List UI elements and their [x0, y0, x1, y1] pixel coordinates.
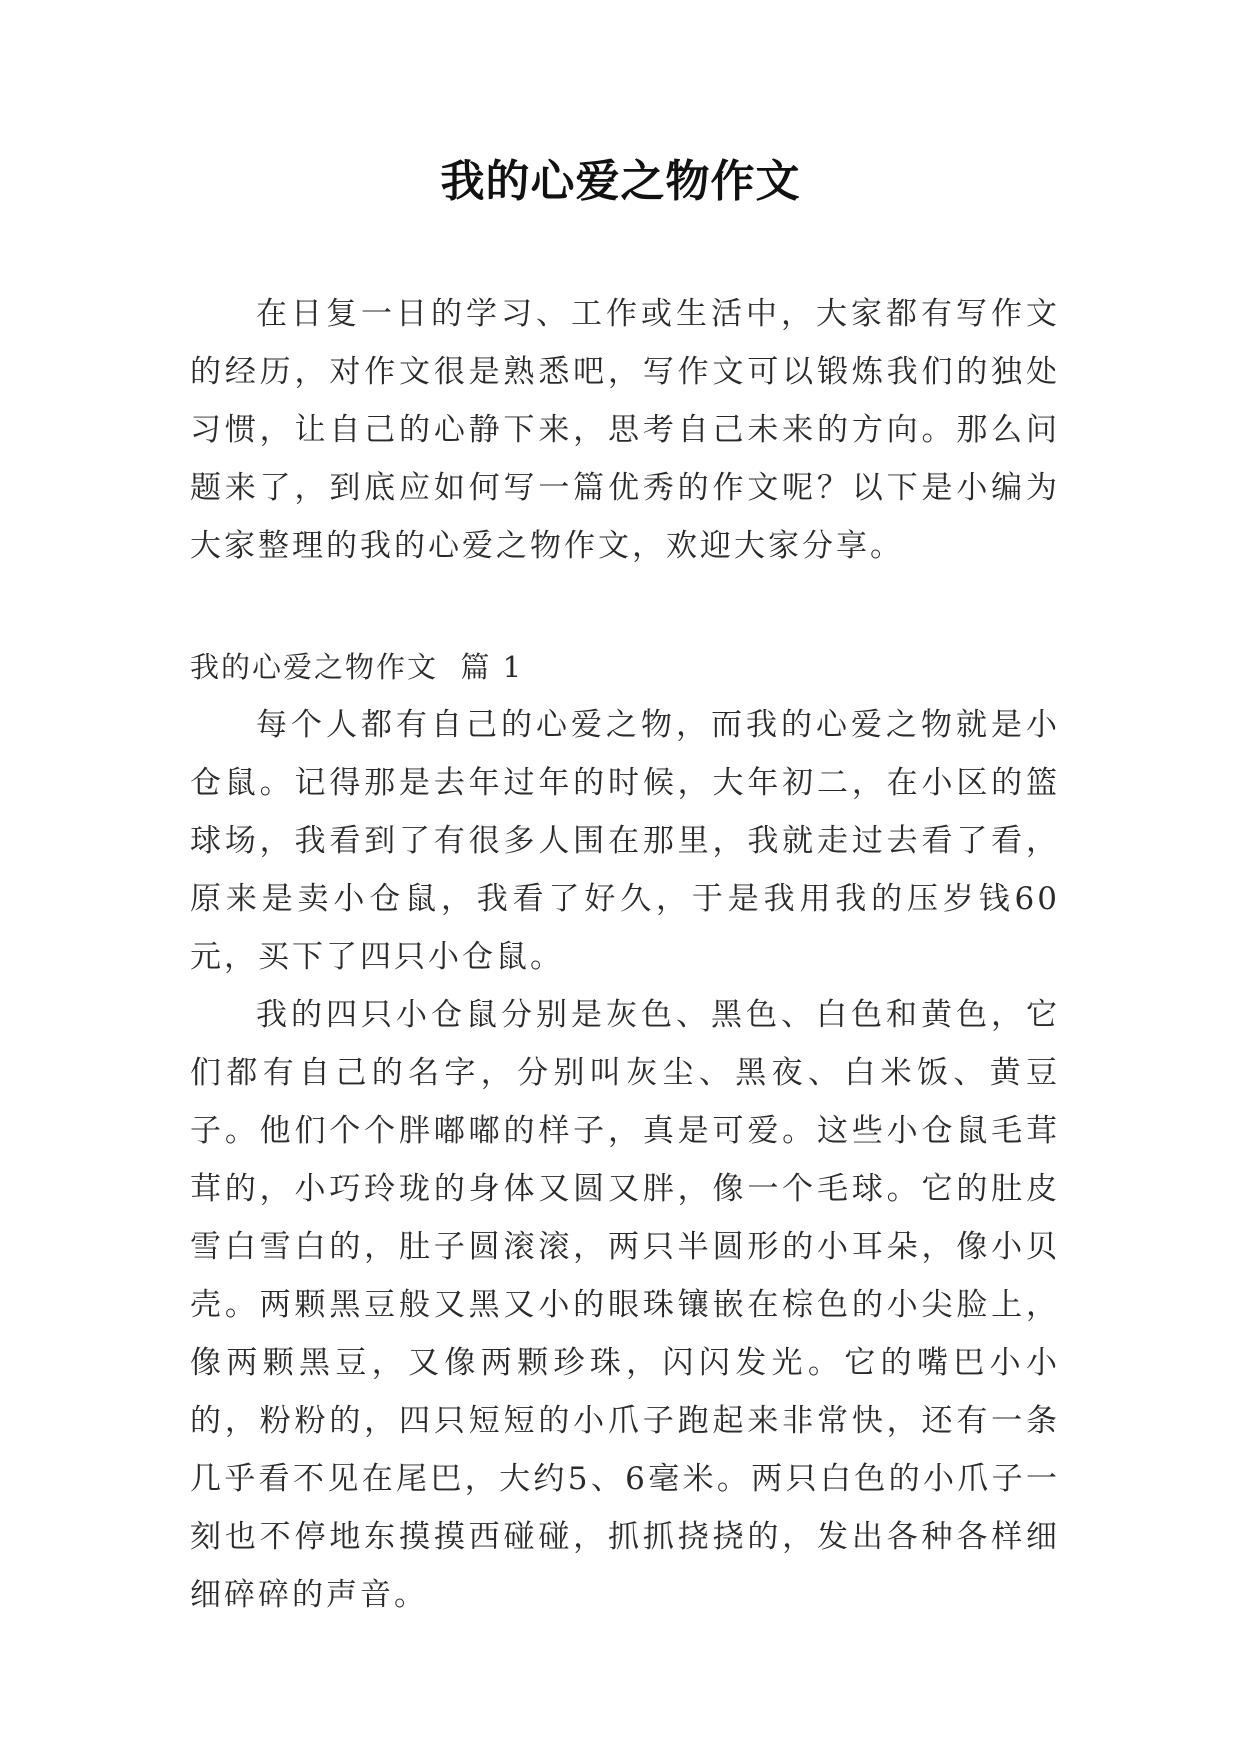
intro-paragraph: 在日复一日的学习、工作或生活中，大家都有写作文的经历，对作文很是熟悉吧，写作文可以锻炼我们的独处习惯，让自己的心静下来，思考自己未来的方向。那么问题来了，到底应如何写一篇优秀的作文呢？以下是小编为大家整理的我的心爱之物作文，欢迎大家分享。 — [190, 296, 1060, 564]
section-body — [190, 696, 1060, 1624]
body-paragraph-1: 每个人都有自己的心爱之物，而我的心爱之物就是小仓鼠。记得那是去年过年的时候，大年初二，在小区的篮球场，我看到了有很多人围在那里，我就走过去看了看，原来是卖小仓鼠，我看了好久，于是我用我的压岁钱60元，买下了四只小仓鼠。 — [190, 707, 1060, 975]
intro-block — [190, 285, 1060, 575]
document-title: 我的心爱之物作文 — [440, 156, 801, 207]
body-paragraph-2: 我的四只小仓鼠分别是灰色、黑色、白色和黄色，它们都有自己的名字，分别叫灰尘、黑夜、白米饭、黄豆子。他们个个胖嘟嘟的样子，真是可爱。这些小仓鼠毛茸茸的，小巧玲珑的身体又圆又胖，像一个毛球。它的肚皮雪白雪白的，肚子圆滚滚，两只半圆形的小耳朵，像小贝壳。两颗黑豆般又黑又小的眼珠镶嵌在棕色的小尖脸上，像两颗黑豆，又像两颗珍珠，闪闪发光。它的嘴巴小小的，粉粉的，四只短短的小爪子跑起来非常快，还有一条几乎看不见在尾巴，大约5、6毫米。两只白色的小爪子一刻也不停地东摸摸西碰碰，抓抓挠挠的，发出各种各样细细碎碎的声音。 — [190, 997, 1060, 1613]
section-heading: 我的心爱之物作文 篇 1 — [190, 650, 524, 684]
